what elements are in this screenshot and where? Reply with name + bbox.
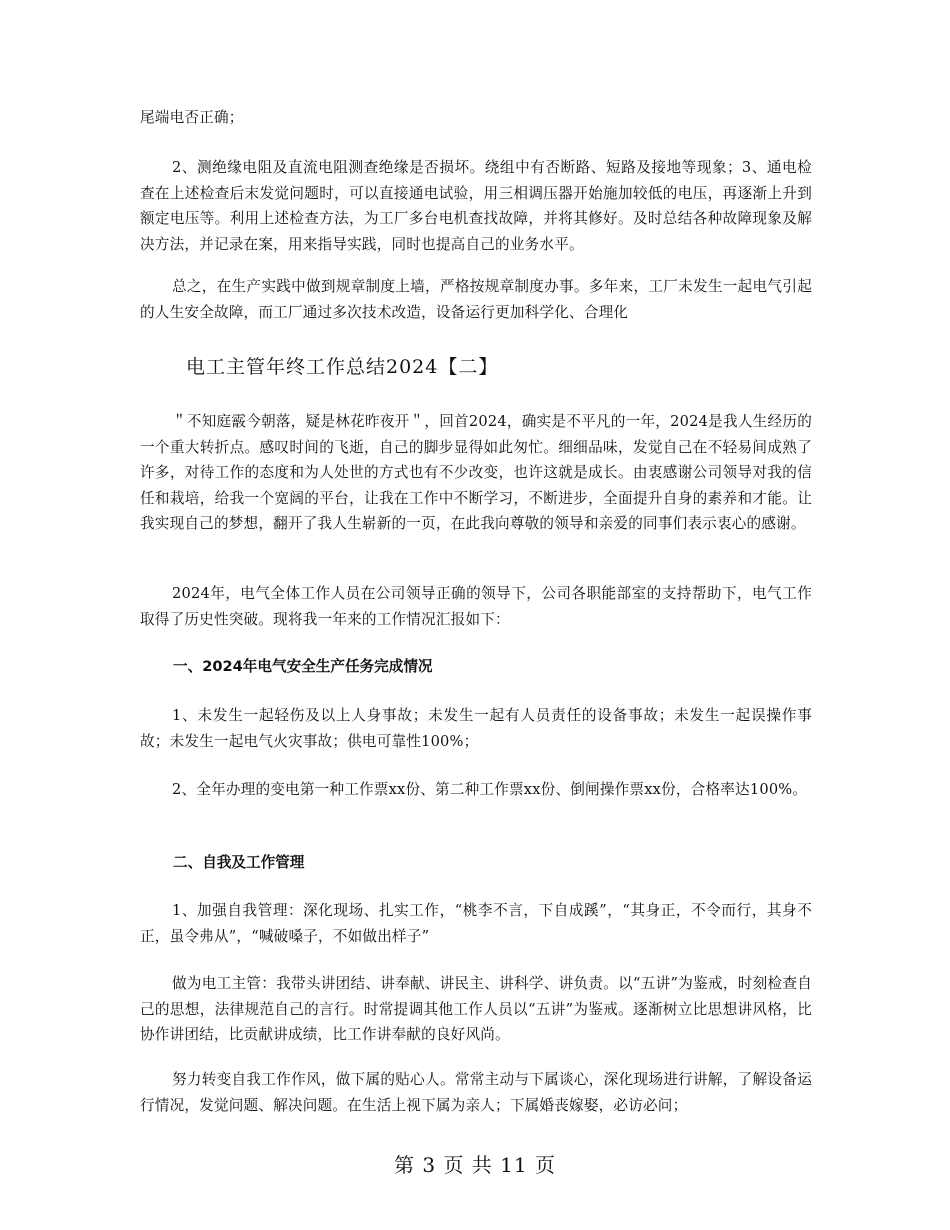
paragraph-supervisor: 做为电工主管：我带头讲团结、讲奉献、讲民主、讲科学、讲负责。以“五讲”为鉴戒，时刻检查自己的思想，法律规范自己的言行。时常提调其他工作人员以“五讲”为鉴戒。逐渐树立比思想讲风格，比协作讲团结，比贡献讲成绩，比工作讲奉献的良好风尚。 (140, 975, 812, 1043)
list-item-safety-2: 2、全年办理的变电第一种工作票xx份、第二种工作票xx份、倒闸操作票xx份，合格率达100%。 (172, 781, 808, 798)
paragraph-intro: ＂不知庭霰今朝落，疑是林花昨夜开＂，回首2024，确实是不平凡的一年，2024是我人生经历的一个重大转折点。感叹时间的飞逝，自己的脚步显得如此匆忙。细细品味，发觉自己在不轻易间成熟了许多，对待工作的态度和为人处世的方式也有不少改变，也许这就是成长。由衷感谢公司领导对我的信任和栽培，给我一个宽阔的平台，让我在工作中不断学习，不断进步，全面提升自身的素养和才能。让我实现自己的梦想，翻开了我人生崭新的一页，在此我向尊敬的领导和亲爱的同事们表示衷心的感谢。 (140, 413, 812, 532)
list-item-management-1: 1、加强自我管理：深化现场、扎实工作，“桃李不言，下自成蹊”，“其身正，不令而行，其身不正，虽令弗从”，“喊破嗓子，不如做出样子” (140, 902, 812, 945)
subheading-safety: 一、2024年电气安全生产任务完成情况 (173, 658, 433, 675)
list-item-safety-1: 1、未发生一起轻伤及以上人身事故；未发生一起有人员责任的设备事故；未发生一起误操作事故；未发生一起电气火灾事故；供电可靠性100%； (140, 707, 812, 750)
paragraph-conclusion: 总之，在生产实践中做到规章制度上墙，严格按规章制度办事。多年来，工厂未发生一起电气引起的人生安全故障，而工厂通过多次技术改造，设备运行更加科学化、合理化 (140, 278, 812, 321)
subheading-management: 二、自我及工作管理 (173, 854, 305, 871)
page-footer: 第 3 页 共 11 页 (394, 1153, 556, 1177)
paragraph-continuation: 尾端电否正确； (140, 109, 244, 126)
section-heading: 电工主管年终工作总结2024【二】 (186, 356, 499, 378)
paragraph-summary: 2024年，电气全体工作人员在公司领导正确的领导下，公司各职能部室的支持帮助下，电气工作取得了历史性突破。现将我一年来的工作情况汇报如下： (140, 585, 812, 628)
paragraph-inspection-methods: 2、测绝缘电阻及直流电阻测查绝缘是否损坏。绕组中有否断路、短路及接地等现象；3、通电检查在上述检查后末发觉问题时，可以直接通电试验，用三相调压器开始施加较低的电压，再逐渐上升到额定电压等。利用上述检查方法，为工厂多台电机查找故障，并将其修好。及时总结各种故障现象及解决方法，并记录在案，用来指导实践，同时也提高自己的业务水平。 (140, 159, 812, 253)
paragraph-work-style: 努力转变自我工作作风，做下属的贴心人。常常主动与下属谈心，深化现场进行讲解，了解设备运行情况，发觉问题、解决问题。在生活上视下属为亲人；下属婚丧嫁娶，必访必问； (140, 1071, 812, 1114)
